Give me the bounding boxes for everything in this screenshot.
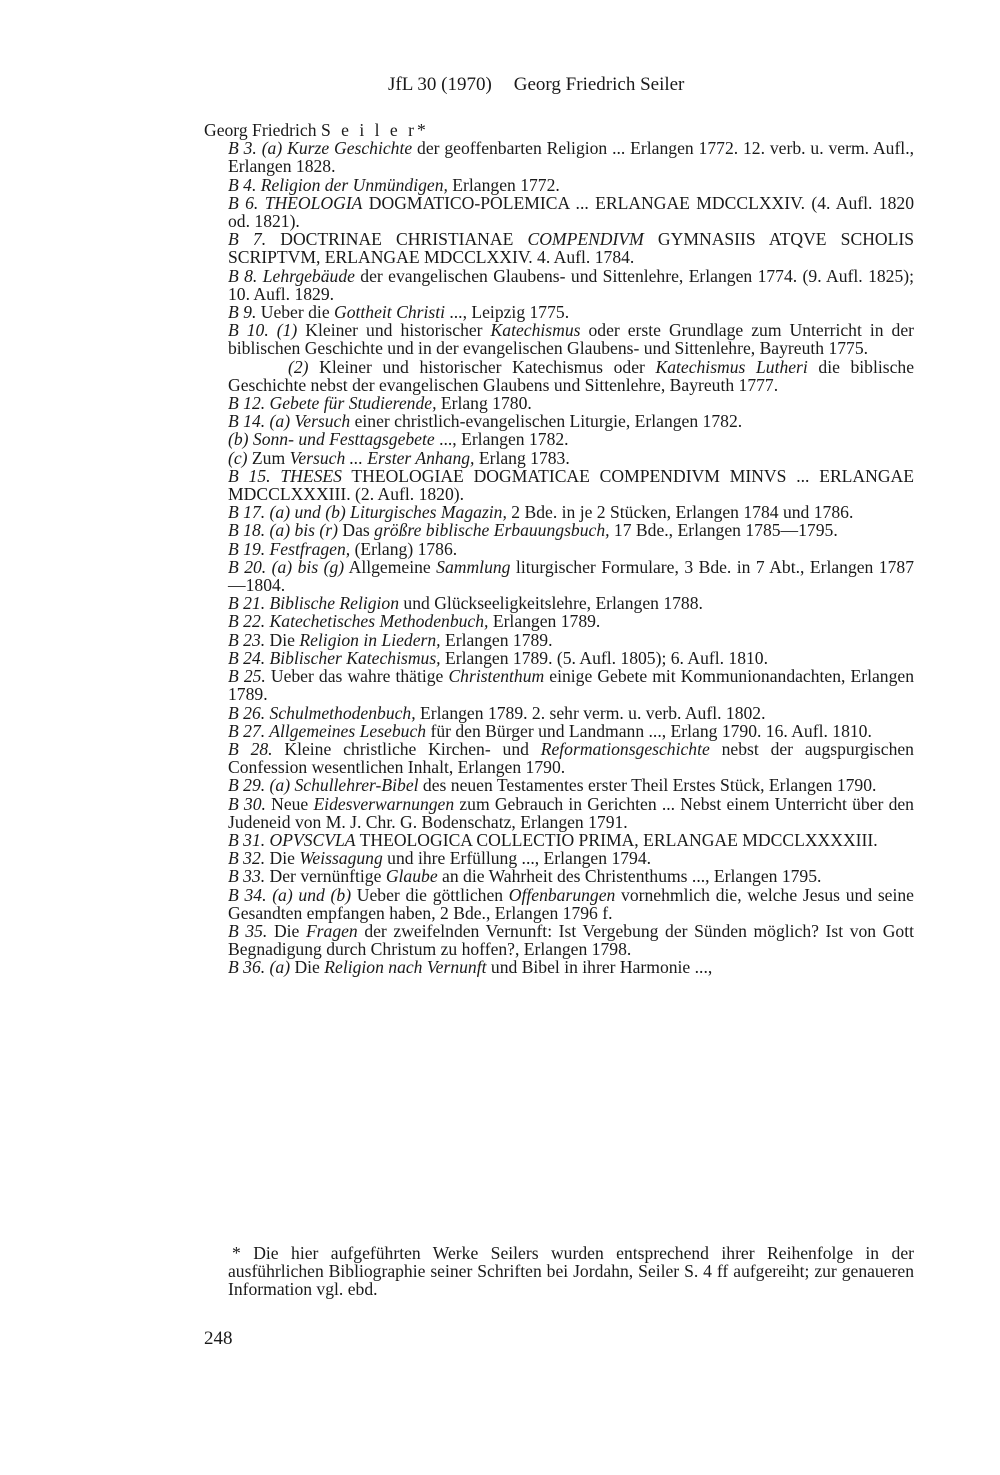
italic-title: Gottheit Christi: [334, 302, 445, 323]
italic-title: Katechismus: [490, 320, 581, 341]
bibliography-entry: [204, 795, 914, 831]
entry-number: B 36.: [228, 957, 270, 978]
entry-text: Ueber die göttlichen: [351, 884, 509, 905]
bibliography-entry: [204, 958, 914, 976]
italic-title: Christenthum: [448, 666, 545, 687]
entry-text: Die: [290, 957, 325, 978]
italic-title: Schulmethodenbuch,: [269, 702, 416, 723]
author-name: Georg Friedrich: [204, 120, 317, 140]
author-heading: [204, 121, 914, 139]
entry-text: Erlang 1783.: [474, 447, 570, 468]
entry-text: THEOLOGIAE DOGMATICAE COMPENDIVM MINVS ... ERLANGAE MDCCLXXXIII. (2. Aufl. 1820).: [228, 465, 914, 505]
entry-text: Allgemeine: [344, 556, 437, 577]
italic-title: COMPENDIVM: [527, 229, 644, 250]
entry-number: B 4.: [228, 174, 261, 195]
entry-number: B 25.: [228, 666, 271, 687]
entry-text: vornehmlich die, welche Jesus und seine Gesandten empfangen haben, 2 Bde., Erlangen 1796 f.: [228, 884, 914, 923]
entry-text: Kleiner und historischer: [297, 320, 491, 341]
italic-title: Religion nach Vernunft: [324, 957, 487, 978]
italic-title: (2): [288, 356, 309, 377]
entry-text: zum Gebrauch in Gerichten ... Nebst einem Unterricht über den Judeneid von M. J. Chr. G. Bodenschatz, Erlangen 1791.: [228, 793, 914, 832]
entry-number: B 21.: [228, 593, 270, 614]
italic-title: (a) und (b): [272, 884, 352, 905]
entry-number: B 33.: [228, 866, 270, 887]
italic-title: Biblischer Katechismus,: [269, 647, 441, 668]
entry-number: B 6.: [228, 192, 265, 213]
bibliography-entry: [204, 704, 914, 722]
italic-title: (a) Schullehrer-Bibel: [269, 775, 419, 796]
entry-text: Der vernünftige: [269, 866, 386, 887]
entry-text: Kleiner und historischer Katechismus oder: [308, 356, 656, 377]
bibliography-entry: [204, 521, 914, 539]
entry-text: ..., Erlangen 1782.: [434, 429, 569, 450]
entry-text: und ihre Erfüllung ..., Erlangen 1794.: [382, 848, 652, 869]
bibliography-entry: [204, 503, 914, 521]
entry-number: B 23.: [228, 629, 270, 650]
bibliography-entry: [204, 467, 914, 503]
italic-title: Gebete für Studierende,: [269, 393, 437, 414]
entry-number: B 35.: [228, 920, 274, 941]
bibliography-entry: [204, 922, 914, 958]
entry-text: Die: [269, 848, 300, 869]
author-surname: S e i l e r: [320, 120, 417, 140]
italic-title: (a) und (b) Liturgisches Magazin,: [269, 502, 507, 523]
entry-number: B 28.: [228, 738, 285, 759]
footnote: * Die hier aufgeführten Werke Seilers wurden entsprechend ihrer Reihenfolge in der ausführlichen Bibliographie seiner Schriften bei Jordahn, Seiler S. 4 ff aufgereiht; zur genaueren Information vgl. ebd.: [228, 1243, 914, 1300]
entry-text: nebst der augspurgischen Confession wesentlichen Inhalt, Erlangen 1790.: [228, 738, 914, 778]
entry-text: THEOLOGICA COLLECTIO PRIMA, ERLANGAE MDCCLXXXXIII.: [355, 829, 878, 850]
bibliography-entry: [204, 886, 914, 922]
bibliography-entry: [204, 558, 914, 594]
entry-text: der geoffenbarten Religion ... Erlangen 1772. 12. verb. u. verm. Aufl., Erlangen 1828.: [228, 138, 914, 177]
entry-number: B 20.: [228, 556, 272, 577]
bibliography-entry: [204, 649, 914, 667]
italic-title: (a) bis (g): [271, 556, 345, 577]
entry-number: B 14.: [228, 411, 270, 432]
entry-number: B 3.: [228, 138, 262, 159]
bibliography-entry: [204, 740, 914, 776]
italic-title: OPVSCVLA: [269, 829, 356, 850]
italic-title: Katechismus Lutheri: [655, 356, 808, 377]
bibliography-entry: [204, 867, 914, 885]
entry-text: Die: [273, 920, 306, 941]
bibliography-entry: [204, 321, 914, 357]
entry-number: B 30.: [228, 793, 272, 814]
entry-text: Zum: [247, 447, 290, 468]
entry-number: B 31.: [228, 829, 270, 850]
italic-title: (a) Versuch: [269, 411, 351, 432]
bibliography-entry: [204, 831, 914, 849]
entry-text: Erlangen 1789.: [488, 611, 601, 632]
entry-number: B 12.: [228, 393, 270, 414]
entry-text: Erlangen 1789. (5. Aufl. 1805); 6. Aufl. 1810.: [440, 647, 768, 668]
italic-title: Festfragen,: [269, 538, 351, 559]
entry-text: Das: [337, 520, 375, 541]
entry-text: an die Wahrheit des Christenthums ..., Erlangen 1795.: [437, 866, 822, 887]
entry-text: (Erlang) 1786.: [350, 538, 458, 559]
italic-title: Glaube: [385, 866, 438, 887]
entry-text: Kleine christliche Kirchen- und: [284, 738, 541, 759]
bibliography-entry: [204, 540, 914, 558]
italic-title: THEOLOGIA: [264, 192, 363, 213]
entry-text: DOCTRINAE CHRISTIANAE: [280, 229, 528, 250]
italic-title: Versuch ... Erster Anhang,: [289, 447, 475, 468]
entry-text: Die: [269, 629, 300, 650]
journal-reference: JfL 30 (1970): [388, 74, 492, 95]
italic-title: Katechetisches Methodenbuch,: [269, 611, 489, 632]
entry-text: liturgischer Formulare, 3 Bde. in 7 Abt., Erlangen 1787—1804.: [228, 556, 914, 596]
entry-number: B 26.: [228, 702, 270, 723]
italic-title: Fragen: [305, 920, 358, 941]
italic-title: Religion der Unmündigen,: [260, 174, 448, 195]
italic-title: Sammlung: [436, 556, 511, 577]
italic-title: Reformationsgeschichte: [540, 738, 710, 759]
italic-title: (a): [269, 957, 291, 978]
bibliography-entry: [204, 631, 914, 649]
italic-title: THESES: [280, 465, 342, 486]
entry-number: B 18.: [228, 520, 270, 541]
bibliography-entry: [204, 267, 914, 303]
bibliography-entry: [204, 358, 914, 394]
bibliography-entry: [204, 430, 914, 448]
entry-text: 2 Bde. in je 2 Stücken, Erlangen 1784 und 1786.: [506, 502, 854, 523]
entry-number: B 22.: [228, 611, 270, 632]
bibliography-entry: [204, 849, 914, 867]
entry-number: B 32.: [228, 848, 270, 869]
entry-text: oder erste Grundlage zum Unterricht in der biblischen Geschichte und in der evangelischen Glaubens- und Sittenlehre, Bayreuth 1775.: [228, 320, 914, 359]
entry-text: DOGMATICO-POLEMICA ... ERLANGAE MDCCLXXIV. (4. Aufl. 1820 od. 1821).: [228, 192, 914, 232]
entry-text: einer christlich-evangelischen Liturgie, Erlangen 1782.: [350, 411, 743, 432]
entry-number: B 34.: [228, 884, 273, 905]
italic-title: Lehrgebäude: [262, 265, 355, 286]
italic-title: Biblische Religion: [269, 593, 400, 614]
bibliography-entry: [204, 139, 914, 175]
header-author: Georg Friedrich Seiler: [513, 74, 685, 95]
entry-text: Erlangen 1772.: [447, 174, 560, 195]
entry-text: Erlangen 1789.: [440, 629, 553, 650]
italic-title: größre biblische Erbauungsbuch,: [374, 520, 610, 541]
footnote-mark: *: [416, 120, 426, 140]
italic-title: Offenbarungen: [508, 884, 616, 905]
page-number: 248: [204, 1328, 233, 1349]
entry-text: Erlang 1780.: [436, 393, 532, 414]
running-header: [388, 74, 684, 96]
entry-text: Ueber das wahre thätige: [270, 666, 449, 687]
entry-text: einige Gebete mit Kommunionandachten, Erlangen 1789.: [228, 666, 914, 705]
bibliography: [204, 121, 914, 977]
entry-number: B 17.: [228, 502, 270, 523]
entry-number: B 24.: [228, 647, 270, 668]
entry-text: für den Bürger und Landmann ..., Erlang 1790. 16. Aufl. 1810.: [426, 720, 872, 741]
entry-number: B 19.: [228, 538, 270, 559]
bibliography-entry: [204, 394, 914, 412]
entry-text: die biblische Geschichte nebst der evangelischen Glaubens und Sittenlehre, Bayreuth 1777.: [228, 356, 914, 395]
italic-title: Eidesverwarnungen: [313, 793, 455, 814]
italic-title: (a) Kurze Geschichte: [261, 138, 413, 159]
bibliography-entry: [204, 230, 914, 266]
entry-text: 17 Bde., Erlangen 1785—1795.: [609, 520, 838, 541]
entry-number: B 9.: [228, 302, 261, 323]
entry-text: Ueber die: [260, 302, 335, 323]
italic-title: (a) bis (r): [269, 520, 338, 541]
entry-text: Erlangen 1789. 2. sehr verm. u. verb. Aufl. 1802.: [415, 702, 766, 723]
italic-title: (c): [228, 447, 248, 468]
entry-text: Neue: [271, 793, 314, 814]
bibliography-entry: [204, 303, 914, 321]
entry-number: B 29.: [228, 775, 270, 796]
entry-text: ..., Leipzig 1775.: [444, 302, 570, 323]
bibliography-entry: [204, 449, 914, 467]
entry-number: B 7.: [228, 229, 281, 250]
bibliography-entry: [204, 412, 914, 430]
italic-title: Allgemeines Lesebuch: [269, 720, 427, 741]
entry-number: B 10.: [228, 320, 277, 341]
bibliography-entry: [204, 776, 914, 794]
bibliography-entry: [204, 194, 914, 230]
entry-text: und Bibel in ihrer Harmonie ...,: [486, 957, 713, 978]
entry-text: GYMNASIIS ATQVE SCHOLIS SCRIPTVM, ERLANGAE MDCCLXXIV. 4. Aufl. 1784.: [228, 229, 914, 268]
entry-text: der zweifelnden Vernunft: Ist Vergebung der Sünden möglich? Ist von Gott Begnadigung durch Christum zu hoffen?, Erlangen 1798.: [228, 920, 914, 960]
italic-title: (1): [276, 320, 298, 341]
italic-title: (b) Sonn- und Festtagsgebete: [228, 429, 435, 450]
entry-text: der evangelischen Glaubens- und Sittenlehre, Erlangen 1774. (9. Aufl. 1825); 10. Aufl. 1829.: [228, 265, 914, 304]
italic-title: Weissagung: [299, 848, 383, 869]
bibliography-entry: [204, 612, 914, 630]
bibliography-entry: [204, 722, 914, 740]
entry-number: B 27.: [228, 720, 270, 741]
entry-number: B 15.: [228, 465, 281, 486]
italic-title: Religion in Liedern,: [299, 629, 441, 650]
bibliography-entry: [204, 667, 914, 703]
entry-text: des neuen Testamentes erster Theil Erstes Stück, Erlangen 1790.: [418, 775, 877, 796]
bibliography-entry: [204, 176, 914, 194]
entry-list: [204, 139, 914, 976]
bibliography-entry: [204, 594, 914, 612]
entry-number: B 8.: [228, 265, 263, 286]
entry-text: und Glückseeligkeitslehre, Erlangen 1788.: [399, 593, 703, 614]
